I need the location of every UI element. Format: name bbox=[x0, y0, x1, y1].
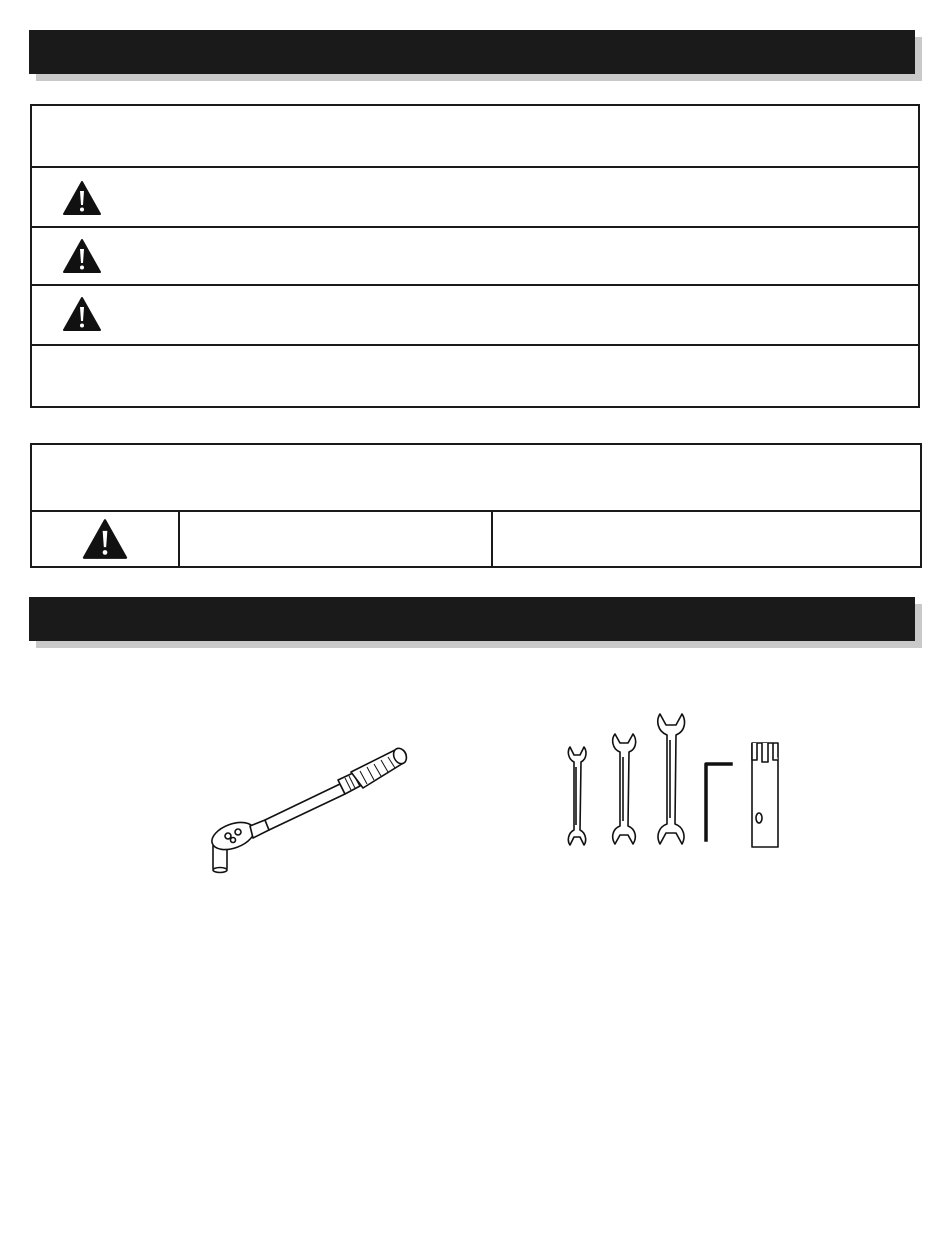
table-row-intro bbox=[32, 106, 918, 168]
table-row-caution bbox=[32, 286, 918, 346]
table-row-warning bbox=[32, 228, 918, 286]
symbol-definition-table bbox=[30, 443, 922, 568]
hex-key-icon bbox=[701, 760, 735, 842]
table-row-danger bbox=[32, 168, 918, 228]
small-open-end-wrench-icon bbox=[566, 745, 588, 847]
symbol-cell bbox=[32, 512, 178, 566]
safety-section-header bbox=[29, 30, 915, 74]
warning-triangle-icon bbox=[62, 296, 102, 332]
warning-triangle-icon bbox=[62, 238, 102, 274]
table-row-header bbox=[32, 445, 920, 512]
medium-open-end-wrench-icon bbox=[610, 732, 638, 846]
ratchet-wrench-icon bbox=[195, 740, 415, 880]
table-row-symbol bbox=[32, 512, 920, 566]
table-row-notice bbox=[32, 346, 918, 406]
warning-triangle-icon bbox=[81, 518, 129, 560]
symbol-meaning-cell bbox=[493, 512, 918, 566]
symbol-name-cell bbox=[180, 512, 491, 566]
spark-plug-wrench-icon bbox=[748, 740, 782, 850]
safety-symbols-table bbox=[30, 104, 920, 408]
large-open-end-wrench-icon bbox=[655, 712, 687, 846]
tools-section-header bbox=[29, 597, 915, 641]
warning-triangle-icon bbox=[62, 180, 102, 216]
